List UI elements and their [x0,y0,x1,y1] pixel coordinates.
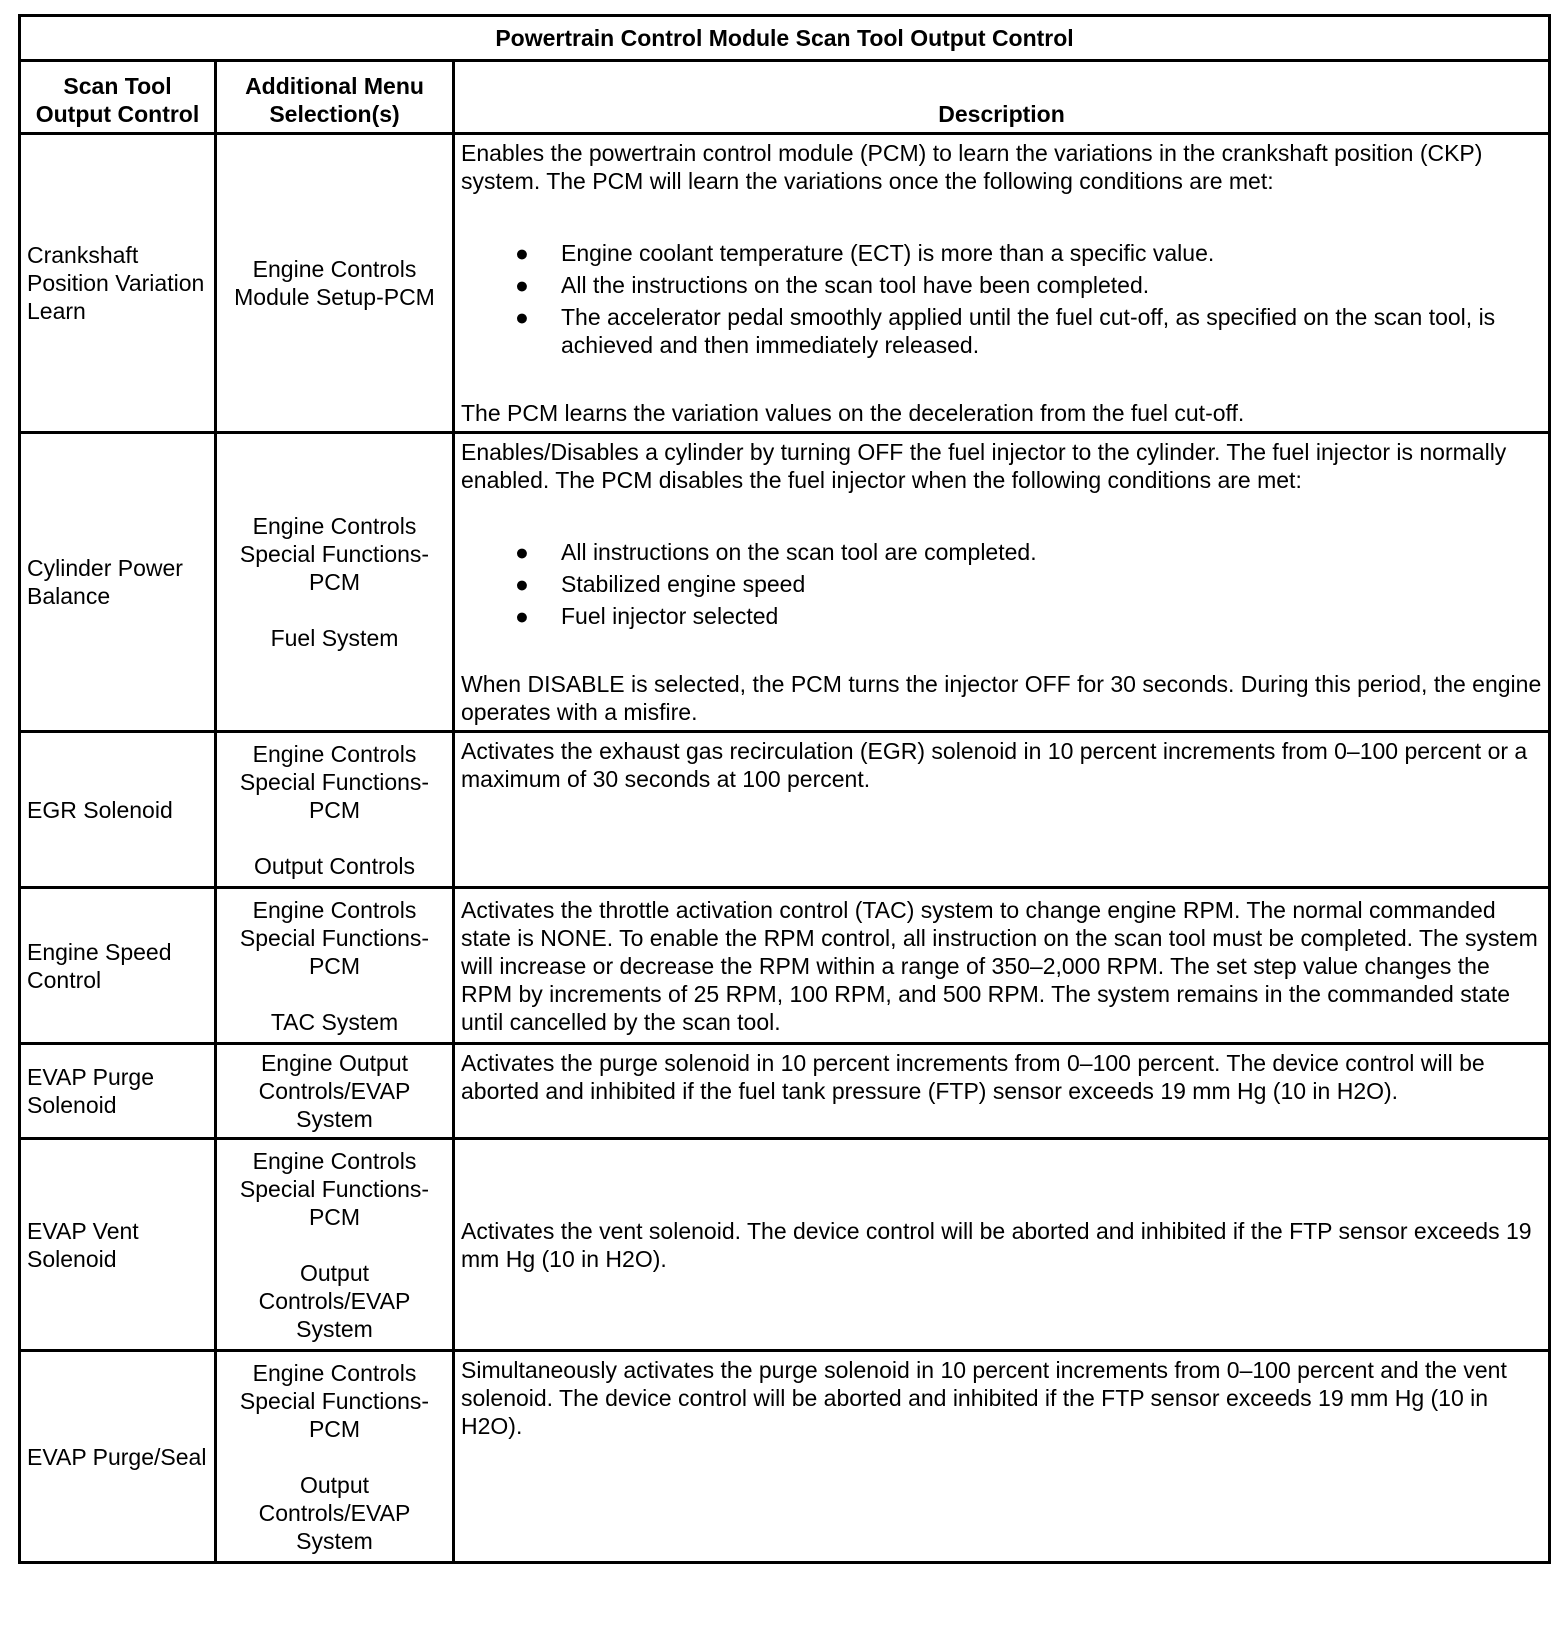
menu-selection-primary: Engine Controls Special Functions-PCM [239,1359,430,1442]
menu-selection-secondary: Output Controls/EVAP System [258,1471,411,1554]
bullet-icon: ● [515,240,529,266]
table-row [20,1044,1550,1139]
description-intro: Enables/Disables a cylinder by turning OFF the fuel injector to the cylinder. The fuel injector is normally enabled. The PCM disables the fuel injector when the following conditions are met: [461,439,1507,493]
list-item-text: Fuel injector selected [561,603,779,629]
table-row [20,134,1550,433]
table-header-row [20,61,1550,134]
description [454,1351,1550,1563]
description-intro: Activates the throttle activation control (TAC) system to change engine RPM. The normal commanded state is NONE. To enable the RPM control, all instruction on the scan tool must be completed. The system will increase or decrease the RPM within a range of 350–2,000 RPM. The set step value changes the RPM by increments of 25 RPM, 100 RPM, and 500 RPM. The system remains in the commanded state until cancelled by the scan tool. [461,896,1538,1035]
list-item-text: All instructions on the scan tool are completed. [561,539,1037,565]
output-control-name: EVAP Purge/Seal [20,1351,216,1563]
list-item-text: Stabilized engine speed [561,571,806,597]
table-row [20,1139,1550,1351]
menu-selection-secondary: Output Controls [253,852,416,879]
output-control-name: EVAP Vent Solenoid [20,1139,216,1351]
table-row [20,1351,1550,1563]
menu-selection [216,433,454,732]
condition-list [461,538,1542,630]
list-item [515,602,1542,630]
output-control-name: EVAP Purge Solenoid [20,1044,216,1139]
description-intro: Activates the purge solenoid in 10 percent increments from 0–100 percent. The device control will be aborted and inhibited if the fuel tank pressure (FTP) sensor exceeds 19 mm Hg (10 in H2O). [461,1050,1485,1104]
menu-selection-secondary: TAC System [270,1008,399,1035]
list-item [515,538,1542,566]
description-outro: When DISABLE is selected, the PCM turns the injector OFF for 30 seconds. During this period, the engine operates with a misfire. [461,671,1542,725]
menu-selection [216,1044,454,1139]
menu-selection-primary: Engine Controls Special Functions-PCM [239,1147,430,1230]
menu-selection-secondary: Output Controls/EVAP System [258,1259,411,1342]
table-row [20,732,1550,888]
description [454,433,1550,732]
menu-selection [216,134,454,433]
menu-selection-primary: Engine Output Controls/EVAP System [258,1050,411,1132]
description-intro: Activates the exhaust gas recirculation (EGR) solenoid in 10 percent increments from 0–100 percent or a maximum of 30 seconds at 100 percent. [461,738,1528,792]
bullet-icon: ● [515,272,529,298]
description-intro: Activates the vent solenoid. The device control will be aborted and inhibited if the FTP sensor exceeds 19 mm Hg (10 in H2O). [461,1217,1532,1272]
header-description: Description [454,61,1550,134]
table-title: Powertrain Control Module Scan Tool Output Control [20,16,1550,61]
description [454,1139,1550,1351]
description-intro: Simultaneously activates the purge solenoid in 10 percent increments from 0–100 percent and the vent solenoid. The device control will be aborted and inhibited if the FTP sensor exceeds 19 mm Hg (10 in H2O). [461,1357,1507,1439]
description [454,134,1550,433]
bullet-icon: ● [515,304,529,330]
table-row [20,888,1550,1044]
description [454,888,1550,1044]
bullet-icon: ● [515,603,529,629]
list-item-text: Engine coolant temperature (ECT) is more than a specific value. [561,240,1215,266]
list-item-text: All the instructions on the scan tool have been completed. [561,272,1150,298]
list-item [515,271,1542,299]
header-col1-line1: Scan Tool [63,73,172,99]
list-item [515,239,1542,267]
menu-selection [216,1351,454,1563]
output-control-name: Crankshaft Position Variation Learn [20,134,216,433]
list-item-text: The accelerator pedal smoothly applied until the fuel cut-off, as specified on the scan tool, is achieved and then immediately released. [561,304,1496,358]
output-control-table [18,14,1551,1564]
header-additional-menu [216,61,454,134]
menu-selection-primary: Engine Controls Special Functions-PCM [239,740,430,823]
condition-list [461,239,1542,359]
table-row [20,433,1550,732]
header-col2-line1: Additional Menu [245,73,424,99]
menu-selection [216,732,454,888]
bullet-icon: ● [515,539,529,565]
menu-selection-primary: Engine Controls Module Setup-PCM [234,256,435,310]
output-control-name: Engine Speed Control [20,888,216,1044]
list-item [515,570,1542,598]
description [454,1044,1550,1139]
menu-selection-primary: Engine Controls Special Functions-PCM [239,896,430,979]
list-item [515,303,1542,359]
menu-selection-secondary: Fuel System [270,625,399,651]
header-col2-line2: Selection(s) [269,101,400,127]
table-title-row [20,16,1550,61]
menu-selection [216,888,454,1044]
menu-selection [216,1139,454,1351]
output-control-name: Cylinder Power Balance [20,433,216,732]
description-intro: Enables the powertrain control module (PCM) to learn the variations in the crankshaft position (CKP) system. The PCM will learn the variations once the following conditions are met: [461,140,1483,194]
output-control-name: EGR Solenoid [20,732,216,888]
header-col1-line2: Output Control [35,101,200,127]
description [454,732,1550,888]
header-scan-tool-output-control [20,61,216,134]
menu-selection-primary: Engine Controls Special Functions-PCM [239,513,430,595]
bullet-icon: ● [515,571,529,597]
description-outro: The PCM learns the variation values on the deceleration from the fuel cut-off. [461,400,1245,426]
